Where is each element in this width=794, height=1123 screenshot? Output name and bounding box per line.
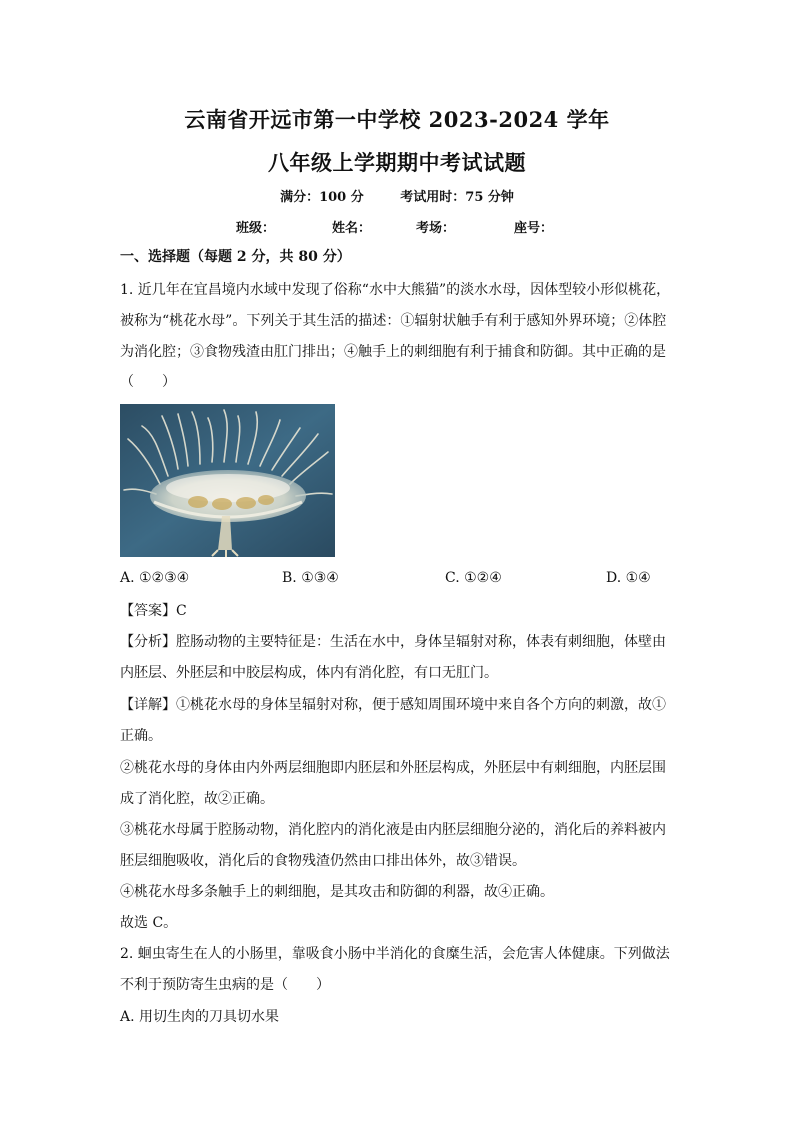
seat-label: 座号： [514, 221, 554, 236]
q1-option-d: D. ①④ [606, 570, 651, 586]
class-label: 班级： [236, 221, 276, 236]
q1-detail-line: 成了消化腔，故②正确。 [120, 791, 274, 807]
q1-option-c: C. ①②④ [445, 570, 502, 586]
jellyfish-photo [120, 404, 335, 557]
exam-meta [0, 186, 794, 205]
section-heading: 一、选择题（每题 2 分，共 80 分） [120, 249, 351, 265]
q1-analysis-line: 【分析】腔肠动物的主要特征是：生活在水中，身体呈辐射对称，体表有刺细胞，体壁由 [120, 634, 666, 650]
q1-stem-line: 1. 近几年在宜昌境内水域中发现了俗称“水中大熊猫”的淡水水母，因体型较小形似桃花， [120, 282, 671, 298]
room-label: 考场： [416, 221, 456, 236]
q1-detail-line: ③桃花水母属于腔肠动物，消化腔内的消化液是由内胚层细胞分泌的，消化后的养料被内 [120, 822, 666, 838]
q1-detail-line: 胚层细胞吸收，消化后的食物残渣仍然由口排出体外，故③错误。 [120, 853, 526, 869]
q1-stem-line: 被称为“桃花水母”。下列关于其生活的描述：①辐射状触手有利于感知外界环境；②体腔 [120, 313, 667, 329]
exam-title: 云南省开远市第一中学校 2023-2024 学年 [184, 107, 610, 132]
q1-detail-line: 正确。 [120, 728, 162, 744]
q1-analysis-line: 内胚层、外胚层和中胶层构成，体内有消化腔，有口无肛门。 [120, 665, 498, 681]
q1-stem-line: （ ） [120, 374, 176, 390]
q1-detail-line: ④桃花水母多条触手上的刺细胞，是其攻击和防御的利器，故④正确。 [120, 884, 554, 900]
q2-option-a: A. 用切生肉的刀具切水果 [120, 1009, 280, 1025]
q2-stem-line: 2. 蛔虫寄生在人的小肠里，靠吸食小肠中半消化的食糜生活，会危害人体健康。下列做法 [120, 946, 670, 962]
q1-option-a: A. ①②③④ [120, 570, 190, 586]
student-info-fields [236, 217, 553, 236]
q1-answer: 【答案】C [120, 603, 187, 619]
exam-time: 考试用时：75 分钟 [400, 190, 514, 205]
jellyfish-image [120, 404, 335, 557]
q2-stem-line: 不利于预防寄生虫病的是（ ） [120, 977, 330, 993]
q1-detail-line: ②桃花水母的身体由内外两层细胞即内胚层和外胚层构成，外胚层中有刺细胞，内胚层围 [120, 760, 666, 776]
q1-options [120, 570, 680, 590]
q1-detail-line: 故选 C。 [120, 915, 178, 931]
exam-subtitle: 八年级上学期期中考试试题 [268, 150, 526, 175]
full-score: 满分：100 分 [280, 190, 364, 205]
name-label: 姓名： [332, 221, 372, 236]
q1-detail-line: 【详解】①桃花水母的身体呈辐射对称，便于感知周围环境中来自各个方向的刺激，故① [120, 697, 666, 713]
q1-stem-line: 为消化腔；③食物残渣由肛门排出；④触手上的刺细胞有利于捕食和防御。其中正确的是 [120, 344, 666, 360]
q1-option-b: B. ①③④ [282, 570, 339, 586]
